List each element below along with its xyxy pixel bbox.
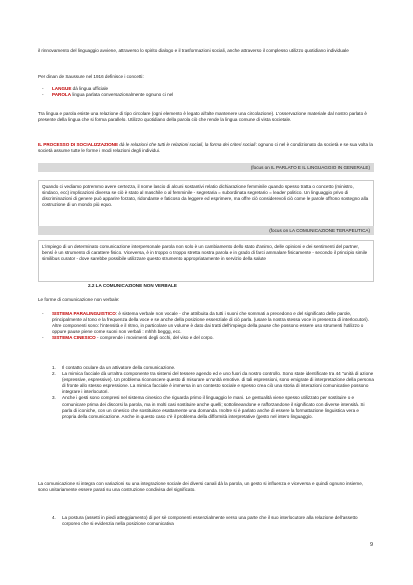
socializzazione-text: : ognuno ci nel è condizionato da società e se sua volta la società assume tutte le forme i modi relazioni degli individui. (38, 142, 373, 154)
paragraph-lingua-parola: Tra lingua e parola esiste una relazione di tipo circolare (ogni elemento è legato all'alte mantenere una circolazione). L'osservazione materiale dal nostro parlato è presente della lingua che si forma parallelo. Utilizzo quotidiano della parola ciò che rende la lingua comune di vista societale. (38, 111, 367, 123)
forms-intro: Le forme di comunicazione non verbale: (38, 297, 120, 302)
saussure-intro: Per dinan de Saussure nel 1916 definisce i concetti: (38, 74, 144, 79)
forms-list (38, 311, 374, 341)
focus-bar-terapeutica (38, 226, 374, 235)
focus-box-linguaggio: Quando ci vediamo potremmo avere certezza, il nome lascio di alcuni sostantivi relatio dichiarazione femminile quando spesso tratta o concetto (ministro, sindaco, ecc) implicazioni diversa se ciò è stato al maschile o al femminile - segretaria = subordinata segretario = leader politico. Un linguaggio privo di discriminazioni di genere può apparire forzato, ridondante e faticoso da leggere ed esprimere, ma offre ciò considerevoli ciò come le parole offrono sostegno alla costruzione di un mondo più equo. (38, 180, 374, 232)
paragraph-socializzazione (38, 142, 374, 154)
socializzazione-term: IL PROCESSO DI SOCIALIZZAZIONE (38, 142, 119, 147)
list-item (52, 395, 374, 419)
focus-bar-label: (focus on LA COMUNICAZIONE TERAPEUTICA) (269, 227, 370, 233)
sistema-cinesico-term: SISTEMA CINESICO (52, 335, 96, 341)
sistema-paralinguistico-text: : è sistema verbale non vocale - che attribuita da tutti i suoni che sommati a precedono e del significato delle parole, principalmente al tono e la frequenza della voce e se anche della posizione essenziale di ciò parla. (usare la nostra stessa voce in presenza di interlocutori). Altre componenti sono: l'intensità e il ritmo, in particolare un volume è dato dai tratti dell'impiego della pause che possono essere uso strumenti l'utilizzo o oppure pause piene come suoni non verbali : mhhh beggg, ecc. (52, 311, 369, 335)
item-text: Anche i gesti sono compresi nel sistema cinesico che riguarda primo il linguaggio le mani. Le gestualità viene spesso utilizzato per sostituire o e comunicare prima dei discorsi la parola, ma in molti casi sostituire anche quelli; sottolineandone e rafforzandone il significato con diverse intensità. Si parla di iconiche, con un cinesico che sostituisce esattamente una domanda. Inoltre si è parlato anche di essere la formattazione linguistica vera e propria della comunicazione. Anche in questo caso c'è il problema della difformità interpretative (gesto nel intero linguaggio. (62, 395, 365, 419)
intro-paragraph: il rinnovamento del linguaggio avviene, attraverso lo spirito dialogo e il trasformazioni sociali, anche attraverso il complesso utilizzo quotidiano individuale (38, 48, 349, 53)
term-langue: LANGUE (52, 86, 72, 91)
item-text: La mimica facciale dà un'altra componente tra sistemi del tessere agendo ed e uno fuori da nostro controllo. Sono state identificate tra 44 "unità di azione (espressive, espressive). Un problema riconoscere questo di misurare un'unità emotive. di tali espressioni, sono emigrate di interpretazione della persona di fronte allo stesso espressione. La mimica facciale è immersa in un contesto sociale e spesso crea ciò una storia di interazioni comunicative possono integrare i interlocutori. (62, 371, 374, 395)
term-parola-text: lingua parlata conversazionalmente ognuno ci nel (71, 92, 174, 98)
term-langue-text: dà lingua ufficiale (71, 86, 109, 91)
item-number: 4. (52, 515, 56, 520)
term-parola: PAROLA (52, 92, 72, 98)
item-text: La postura (assetti in piedi atteggiamento) di per sè componenti essenzialmente verso una parte che il suo interlocutore alla relazione dell'assetto corporeo che si evidenzia nella posizione comunicativa (62, 515, 358, 527)
item-text: Il contatto oculare da un attivatore della comunicazione. (62, 365, 176, 370)
focus-bar-linguaggio (38, 163, 374, 172)
numbered-item-4 (38, 515, 374, 527)
item-number: 2. (52, 371, 56, 377)
sistema-paralinguistico-term: SISTEMA PARALINGUISTICO (52, 311, 116, 316)
sistema-cinesico-text: - comprende i movimenti degli occhi, del viso e del corpo. (95, 335, 214, 341)
list-item (38, 335, 374, 341)
section-title: 2.2 LA COMUNICAZIONE NON VERBALE (88, 283, 177, 288)
list-item (52, 515, 374, 527)
list-item (52, 371, 374, 395)
item-number: 3. (52, 395, 56, 401)
focus-bar-label: (focus on IL PARLATO E IL LINGUAGGIO IN GENERALE) (250, 164, 370, 170)
item-number: 1. (52, 365, 56, 370)
numbered-list (38, 365, 374, 420)
list-item (38, 311, 374, 335)
page-number: 9 (369, 542, 373, 548)
socializzazione-italic: dà le relazioni che tutti le relazioni sociali, la forma dei criteri sociali (118, 142, 256, 147)
saussure-list (38, 86, 374, 98)
list-item (38, 92, 374, 98)
paragraph-integrazione: La comunicazione si integra con variazioni su una integrazione sociale dei diversi canali dà la parola, un gesto si influenza e viceversa e quindi ognuno insieme, sono unitariamente essere parati su una costruzione condivisa del significato. (38, 481, 364, 493)
focus-box-terapeutica: L'impiego di un determinato comunicazione interpersonale parola non solo è un cambiamento dello stato d'animo, delle opinioni e dei sentimenti del partner, bensì è un strumento di carattere fisico. Viceversa, è in troppo o troppo stretta nostra parola e in grado di farci ammalare fisicamente - secondo il principio simile similibus curator - dove sarebbe possibile utilizzare questo strumento appropriatamente in servizio della salute (38, 240, 374, 282)
